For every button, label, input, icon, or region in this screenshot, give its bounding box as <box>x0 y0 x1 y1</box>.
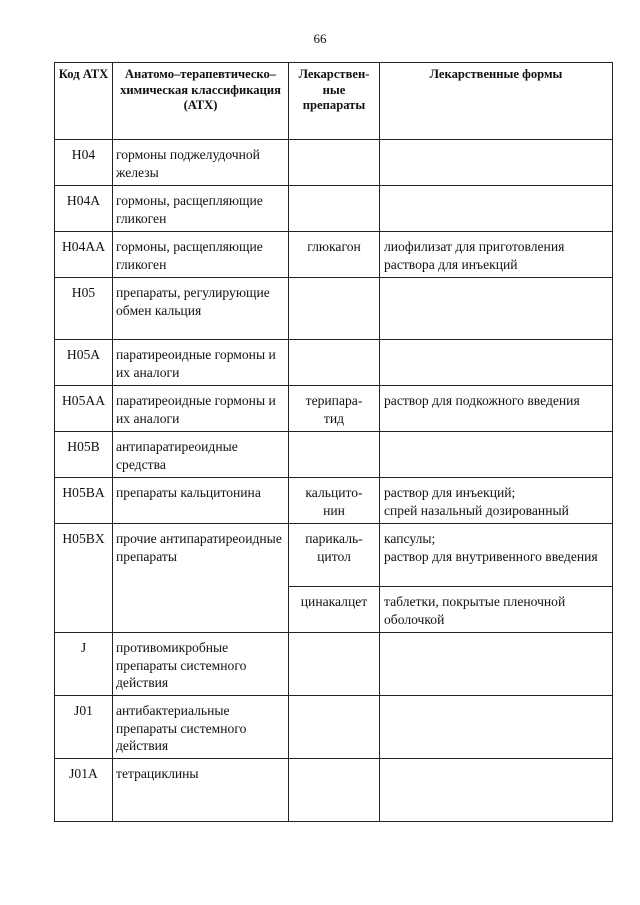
table-row <box>55 478 613 524</box>
atx-code: H05BA <box>62 485 105 500</box>
header-drugs: Лекарствен-ные препараты <box>289 63 380 140</box>
drug-form <box>380 696 612 705</box>
drug-name: терипара- тид <box>305 393 363 426</box>
drug-form: капсулы; раствор для внутривенного введения <box>384 531 598 564</box>
drug-name <box>289 432 379 441</box>
atx-name: паратиреоидные гормоны и их аналоги <box>116 347 276 380</box>
table-row <box>55 386 613 432</box>
atx-table <box>54 62 613 822</box>
drug-name: кальцито- нин <box>305 485 363 518</box>
table-header-row <box>55 63 613 140</box>
atx-name: антибактериальные препараты системного действия <box>116 703 247 753</box>
atx-code: H05B <box>67 439 100 454</box>
table-row <box>55 524 613 587</box>
atx-name: антипаратиреоидные средства <box>116 439 238 472</box>
drug-name: цинакалцет <box>300 594 368 609</box>
drug-form <box>380 140 612 149</box>
atx-code: H05BX <box>62 531 105 546</box>
drug-form <box>380 432 612 441</box>
table-row <box>55 432 613 478</box>
atx-name: гормоны, расщепляющие гликоген <box>116 193 263 226</box>
table-row <box>55 140 613 186</box>
atx-name: гормоны поджелудочной железы <box>116 147 260 180</box>
atx-name: гормоны, расщепляющие гликоген <box>116 239 263 272</box>
table-row <box>55 758 613 821</box>
drug-form <box>380 633 612 642</box>
table-row <box>55 232 613 278</box>
drug-form <box>380 340 612 349</box>
header-code: Код АТХ <box>55 63 113 140</box>
drug-name <box>289 278 379 287</box>
atx-code: H04AA <box>61 239 106 254</box>
drug-form: раствор для инъекций; спрей назальный дозированный <box>384 485 569 518</box>
drug-name <box>289 140 379 149</box>
drug-name: глюкагон <box>307 239 361 254</box>
atx-code: H05A <box>66 347 101 362</box>
table-row <box>55 278 613 340</box>
atx-code: H04 <box>71 147 96 162</box>
atx-name: противомикробные препараты системного действия <box>116 640 247 690</box>
table-row <box>55 186 613 232</box>
atx-name: паратиреоидные гормоны и их аналоги <box>116 393 276 426</box>
atx-code: H05 <box>71 285 96 300</box>
page-number: 66 <box>313 31 327 46</box>
table-row <box>55 696 613 759</box>
atx-name: тетрациклины <box>116 765 199 781</box>
atx-code: J01 <box>74 703 93 718</box>
table-row <box>55 340 613 386</box>
drug-name <box>289 696 379 705</box>
header-forms: Лекарственные формы <box>380 63 613 140</box>
atx-name: препараты кальцитонина <box>116 485 261 500</box>
header-classification: Анатомо–терапевтическо–химическая классификация (АТХ) <box>113 63 289 140</box>
table-row <box>55 633 613 696</box>
atx-code: J <box>80 640 87 655</box>
drug-form <box>380 186 612 195</box>
drug-name <box>289 633 379 642</box>
atx-code: H04A <box>66 193 101 208</box>
drug-form <box>380 278 612 287</box>
drug-name <box>289 340 379 349</box>
drug-form <box>380 759 612 768</box>
drug-name <box>289 186 379 195</box>
drug-form: лиофилизат для приготовления раствора для инъекций <box>384 239 565 272</box>
drug-name: парикаль- цитол <box>305 531 363 564</box>
atx-code: H05AA <box>61 393 106 408</box>
drug-form: раствор для подкожного введения <box>384 393 580 408</box>
atx-code: J01A <box>69 765 98 781</box>
atx-name: препараты, регулирующие обмен кальция <box>116 285 270 318</box>
atx-name: прочие антипаратиреоидные препараты <box>116 531 282 564</box>
drug-form: таблетки, покрытые пленочной оболочкой <box>384 594 566 627</box>
drug-name <box>289 759 379 768</box>
